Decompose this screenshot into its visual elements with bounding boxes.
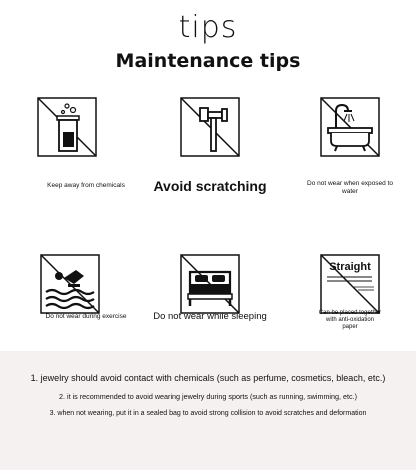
note-item-1: 1. jewelry should avoid contact with chemicals (such as perfume, cosmetics, bleach, etc.) <box>30 373 386 383</box>
paper-icon <box>320 254 380 314</box>
tip-label-chemicals: Keep away from chemicals <box>47 182 125 189</box>
script-title: tips <box>178 10 238 45</box>
hammer-icon <box>180 97 240 157</box>
tip-label-water: Do not wear when exposed to water <box>307 180 393 195</box>
exercise-tile <box>40 254 100 314</box>
note-item-3: 3. when not wearing, put it in a sealed bag to avoid strong collision to avoid scratches and deformation <box>49 410 367 417</box>
notes-panel <box>0 351 416 470</box>
tip-label-sleeping: Do not wear while sleeping <box>153 311 267 322</box>
tip-label-scratching: Avoid scratching <box>153 178 267 194</box>
page-title: Maintenance tips <box>115 50 301 72</box>
paper-icon-text: Straight <box>329 261 371 273</box>
water-tile <box>320 97 380 157</box>
bed-icon <box>180 254 240 314</box>
paper-tile <box>320 254 380 314</box>
swimmer-icon <box>40 254 100 314</box>
chemical-bottle-icon <box>37 97 97 157</box>
note-item-2: 2. it is recommended to avoid wearing jewelry during sports (such as running, swimming, etc.) <box>58 392 357 401</box>
scratch-tile <box>180 97 240 157</box>
bathtub-icon <box>320 97 380 157</box>
chemical-tile <box>37 97 97 157</box>
sleeping-tile <box>180 254 240 314</box>
tip-label-paper: Can be placed together with anti-oxidation paper <box>318 310 382 330</box>
tip-label-exercise: Do not wear during exercise <box>45 313 127 320</box>
